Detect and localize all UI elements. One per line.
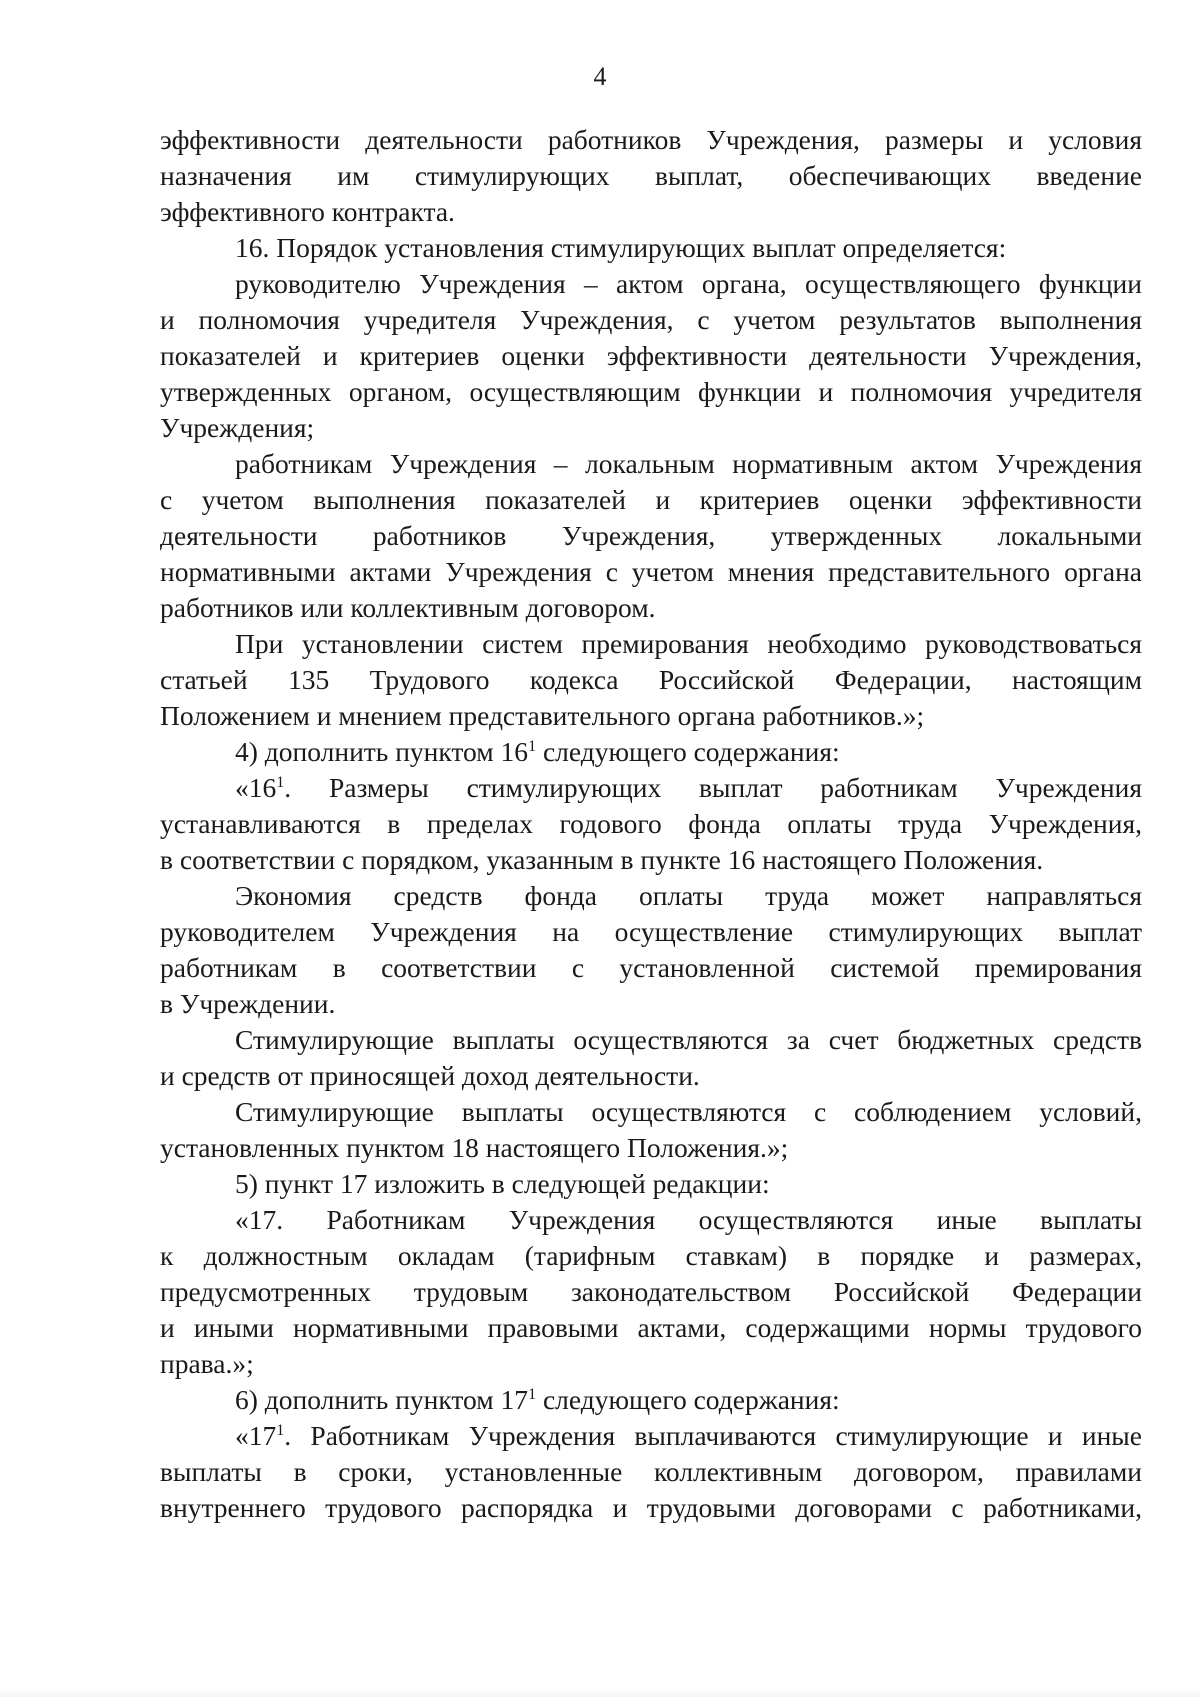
scan-edge-shadow [0, 1686, 1200, 1697]
text-line: установленных пунктом 18 настоящего Положения.»; [160, 1132, 789, 1163]
page-number: 4 [593, 62, 607, 91]
text-span: . Работникам Учреждения выплачиваются стимулирующие и иные [284, 1420, 1142, 1451]
text-line: эффективного контракта. [160, 196, 455, 227]
amendment-6-line [160, 1382, 1142, 1418]
text-line: статьей 135 Трудового кодекса Российской Федерации, настоящим [160, 664, 1142, 695]
text-line: деятельности работников Учреждения, утвержденных локальными [160, 520, 1142, 551]
text-line: Положением и мнением представительного органа работников.»; [160, 700, 925, 731]
text-line: Стимулирующие выплаты осуществляются с соблюдением условий, [235, 1096, 1142, 1127]
text-line: эффективности деятельности работников Учреждения, размеры и условия [160, 124, 1142, 155]
text-span: 6) дополнить пунктом 17 [235, 1384, 529, 1415]
text-span: «16 [235, 772, 277, 803]
text-line: с учетом выполнения показателей и критериев оценки эффективности [160, 484, 1142, 515]
text-line: нормативными актами Учреждения с учетом мнения представительного органа [160, 556, 1142, 587]
text-span: следующего содержания: [536, 736, 840, 767]
text-line: предусмотренных трудовым законодательством Российской Федерации [160, 1276, 1142, 1307]
paragraph-16-1-line [160, 770, 1142, 806]
text-line: утвержденных органом, осуществляющим функции и полномочия учредителя [160, 376, 1142, 407]
text-line: «17. Работникам Учреждения осуществляются иные выплаты [235, 1204, 1142, 1235]
text-line: выплаты в сроки, установленные коллективным договором, правилами [160, 1456, 1142, 1487]
superscript: 1 [276, 1421, 285, 1439]
paragraph-17-1-line [160, 1418, 1142, 1454]
text-line: работникам в соответствии с установленной системой премирования [160, 952, 1142, 983]
text-line: назначения им стимулирующих выплат, обеспечивающих введение [160, 160, 1142, 191]
text-line: работников или коллективным договором. [160, 592, 656, 623]
text-span: «17 [235, 1420, 277, 1451]
amendment-4-line [160, 734, 1142, 770]
text-line: права.»; [160, 1348, 254, 1379]
text-line: устанавливаются в пределах годового фонда оплаты труда Учреждения, [160, 808, 1142, 839]
text-line: Стимулирующие выплаты осуществляются за счет бюджетных средств [235, 1024, 1142, 1055]
text-line: руководителю Учреждения – актом органа, осуществляющего функции [235, 268, 1142, 299]
text-span: 4) дополнить пунктом 16 [235, 736, 529, 767]
paragraph-16-heading: 16. Порядок установления стимулирующих выплат определяется: [235, 232, 1007, 263]
text-line: и средств от приносящей доход деятельности. [160, 1060, 700, 1091]
text-line: внутреннего трудового распорядка и трудовыми договорами с работниками, [160, 1492, 1142, 1523]
text-line: в соответствии с порядком, указанным в пункте 16 настоящего Положения. [160, 844, 1044, 875]
text-line: руководителем Учреждения на осуществление стимулирующих выплат [160, 916, 1142, 947]
superscript: 1 [528, 1385, 537, 1403]
amendment-5-line: 5) пункт 17 изложить в следующей редакции: [235, 1168, 770, 1199]
superscript: 1 [276, 773, 285, 791]
text-line: работникам Учреждения – локальным нормативным актом Учреждения [235, 448, 1142, 479]
text-line: и полномочия учредителя Учреждения, с учетом результатов выполнения [160, 304, 1142, 335]
text-line: При установлении систем премирования необходимо руководствоваться [235, 628, 1142, 659]
text-line: в Учреждении. [160, 988, 336, 1019]
text-span: . Размеры стимулирующих выплат работникам Учреждения [284, 772, 1142, 803]
text-line: Экономия средств фонда оплаты труда может направляться [235, 880, 1142, 911]
text-line: Учреждения; [160, 412, 315, 443]
text-span: следующего содержания: [536, 1384, 840, 1415]
superscript: 1 [528, 737, 537, 755]
text-line: и иными нормативными правовыми актами, содержащими нормы трудового [160, 1312, 1142, 1343]
document-body [160, 122, 1142, 1526]
text-line: к должностным окладам (тарифным ставкам) в порядке и размерах, [160, 1240, 1142, 1271]
text-line: показателей и критериев оценки эффективности деятельности Учреждения, [160, 340, 1142, 371]
